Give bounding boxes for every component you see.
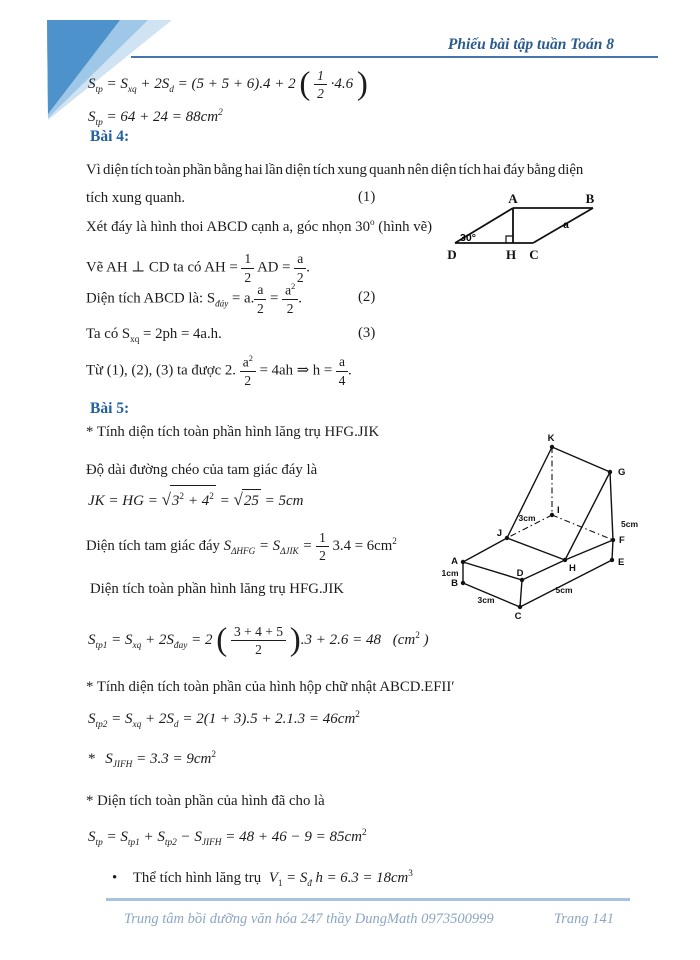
- edge-EF: [612, 540, 613, 560]
- footer-rule: [106, 898, 630, 901]
- formula-stp1: $S_{tp1} = S_{xq} + 2S_{đay} = 2$ ( $\frac{3 + 4 + 5}{2}$ ).3 + 2.6 = 48 ($cm^2$ ): [88, 621, 429, 658]
- bai4-area-formula: Diện tích ABCD là: $S_{đáy} = a$. $\frac{a}{2}$ = $\frac{a^2}{2}$ .: [86, 282, 302, 317]
- vertex-label-I: I: [557, 505, 560, 516]
- bai4-paragraph-line1: Vì diện tích toàn phần bằng hai lần diện tích xung quanh nên diện tích hai đáy bằng diện: [86, 162, 584, 178]
- section-heading-bai5: Bài 5:: [90, 400, 130, 417]
- edge-GH: [565, 472, 610, 560]
- edge-KJ: [507, 447, 552, 538]
- formula-triangle-area: Diện tích tam giác đáy $S_{\Delta HFG} = S_{\Delta JIK}$ = $\frac{1}{2}$ $3.4 = 6cm^2$: [86, 529, 397, 564]
- vertex-label-D: D: [447, 247, 457, 262]
- vertex-label-A: A: [508, 191, 518, 206]
- vertex-label-H: H: [569, 563, 576, 574]
- bai5-total-line: * Diện tích toàn phần của hình đã cho là: [86, 793, 325, 809]
- vertex-label-A: A: [451, 556, 458, 567]
- vertex-label-B: B: [585, 191, 595, 206]
- dim-label-ji: 3cm: [518, 513, 536, 523]
- dim-label-ab: 1cm: [441, 568, 459, 578]
- edge-KG: [552, 447, 610, 472]
- vertex-label-K: K: [547, 433, 555, 444]
- bai4-conclusion-formula: Từ (1), (2), (3) ta được 2. $\frac{a^2}{2}$ = 4ah ⇒ h = $\frac{a}{4}$ .: [86, 354, 352, 389]
- formula-sjifh: * $S_{JIFH} = 3.3 = 9cm^2$: [88, 750, 217, 770]
- edge-JH: [507, 538, 565, 560]
- formula-stp-result: $S_{tp} = 64 + 24 = 88cm^2$: [88, 108, 223, 128]
- section-heading-bai4: Bài 4:: [90, 128, 130, 145]
- edge-CD: [520, 580, 522, 607]
- vertex-label-H: H: [505, 247, 517, 262]
- bai5-diagonal-line: Độ dài đường chéo của tam giác đáy là: [86, 462, 318, 478]
- dim-label-gf: 5cm: [621, 519, 639, 529]
- vertex-label-E: E: [618, 557, 625, 568]
- angle-label-30: 30°: [460, 232, 476, 244]
- edge-IF-hidden: [552, 515, 613, 540]
- prism-diagram: [440, 428, 668, 624]
- vertex-label-C: C: [514, 611, 522, 622]
- vertex-label-G: G: [618, 467, 626, 478]
- edge-HF: [565, 540, 613, 560]
- vertex-label-C: C: [529, 247, 539, 262]
- formula-volume: • Thể tích hình lăng trụ $V_1 = S_đ$ $h = 6.3 = 18cm^3$: [112, 868, 413, 888]
- bai4-sxq-line: Ta có $S_{xq} = 2ph = 4a.h$.: [86, 326, 222, 344]
- equation-ref-1: (1): [358, 189, 376, 205]
- side-label-a: a: [563, 220, 569, 231]
- edge-DH: [522, 560, 565, 580]
- vertex-label-J: J: [496, 528, 502, 539]
- edge-CE: [520, 560, 612, 607]
- vertex-label-D: D: [516, 568, 524, 579]
- right-angle-mark: [506, 236, 513, 243]
- header-rule: [131, 56, 658, 58]
- dim-label-bc: 3cm: [477, 595, 495, 605]
- page-header-title: Phiếu bài tập tuần Toán 8: [447, 36, 614, 53]
- formula-stp2: $S_{tp2} = S_{xq} + 2S_d = 2(1 + 3).5 + 2.1.3 = 46cm^2$: [88, 710, 360, 730]
- bai5-task1-line: * Tính diện tích toàn phần hình lăng trụ HFG.JIK: [86, 424, 380, 440]
- rhombus-diagram: [438, 190, 668, 266]
- dim-label-ce: 5cm: [555, 585, 573, 595]
- formula-stp-expansion: $S_{tp} = S_{xq} + 2S_d = (5 + 5 + 6).4 + 2$ ( $\frac{1}{2}$ ·4.6 ): [88, 65, 368, 102]
- formula-stp-total: $S_{tp} = S_{tp1} + S_{tp2} - S_{JIFH} = 48 + 46 - 9 = 85cm^2$: [88, 828, 367, 848]
- bai4-rhombus-line: Xét đáy là hình thoi ABCD cạnh a, góc nhọn 30$^o$ (hình vẽ): [86, 217, 433, 235]
- edge-JA: [463, 538, 507, 562]
- equation-ref-3: (3): [358, 325, 376, 341]
- bai5-tp-prism-line: Diện tích toàn phần hình lăng trụ HFG.JIK: [90, 581, 344, 597]
- formula-jk-hg: JK = HG = $√3^2 + 4^2 = √25 = 5cm$: [88, 485, 303, 507]
- vertex-label-B: B: [451, 578, 458, 589]
- edge-AD: [463, 562, 522, 580]
- bai5-box-task-line: * Tính diện tích toàn phần của hình hộp chữ nhật ABCD.EFII′: [86, 679, 455, 695]
- equation-ref-2: (2): [358, 289, 376, 305]
- bai4-paragraph-line2: tích xung quanh.: [86, 190, 186, 206]
- vertex-label-F: F: [619, 535, 625, 546]
- bai4-ah-formula: Vẽ AH ⊥ CD ta có AH = $\frac{1}{2}$ AD = $\frac{a}{2}$ .: [86, 251, 310, 285]
- edge-GF: [610, 472, 613, 540]
- footer-page-number: Trang 141: [553, 911, 614, 927]
- footer-center-info: Trung tâm bồi dưỡng văn hóa 247 thầy DungMath 0973500999: [124, 911, 494, 927]
